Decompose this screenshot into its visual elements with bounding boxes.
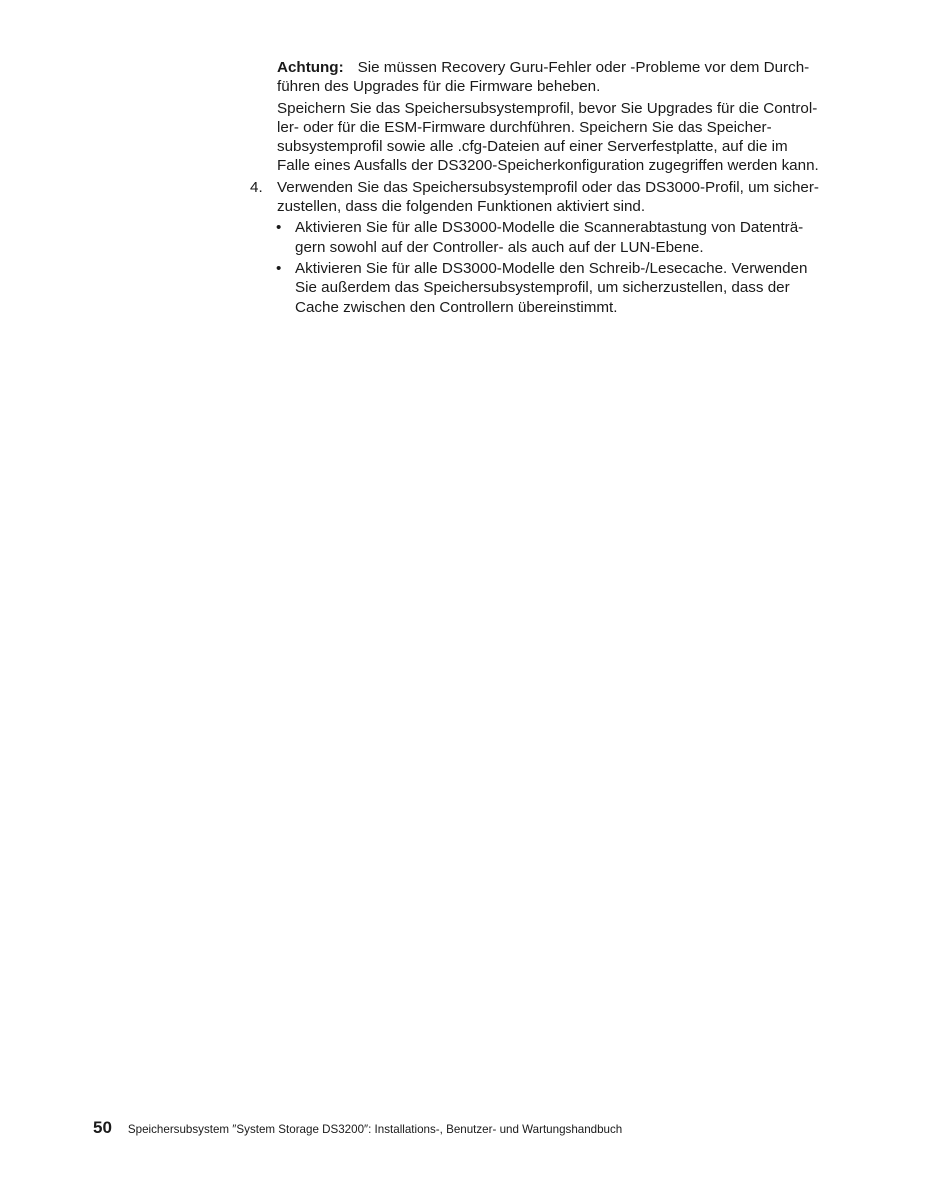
footer-title: Speichersubsystem ″System Storage DS3200″: Installations-, Benutzer- und Wartungshandbuch (127, 1123, 623, 1136)
attention-label: Achtung: (277, 59, 344, 76)
bullet-item (250, 259, 845, 317)
paragraph-line: subsystemprofil sowie alle .cfg-Dateien auf einer Serverfestplatte, auf die im (277, 138, 788, 156)
paragraph-line: ler- oder für die ESM-Firmware durchführen. Speichern Sie das Speicher- (277, 118, 772, 136)
bullet-icon: • (276, 219, 282, 237)
bullet-line: Aktivieren Sie für alle DS3000-Modelle die Scannerabtastung von Datenträ- (295, 219, 804, 237)
page-content (250, 58, 845, 317)
paragraph-line: Falle eines Ausfalls der DS3200-Speicherkonfiguration zugegriffen werden kann. (277, 157, 819, 175)
attention-line-2: führen des Upgrades für die Firmware beheben. (277, 78, 601, 96)
step-line: zustellen, dass die folgenden Funktionen aktiviert sind. (277, 198, 646, 216)
paragraph-line: Speichern Sie das Speichersubsystemprofil, bevor Sie Upgrades für die Control- (277, 99, 818, 117)
bullet-icon: • (276, 259, 282, 277)
bullet-item (250, 218, 845, 257)
bullet-line: gern sowohl auf der Controller- als auch auf der LUN-Ebene. (295, 238, 704, 256)
step-4 (250, 178, 845, 217)
bullet-line: Sie außerdem das Speichersubsystemprofil, um sicherzustellen, dass der (295, 279, 790, 297)
page-number: 50 (93, 1118, 112, 1137)
profile-paragraph (250, 99, 845, 176)
attention-note (250, 58, 845, 97)
bullet-line: Cache zwischen den Controllern übereinstimmt. (295, 298, 618, 316)
bullet-line: Aktivieren Sie für alle DS3000-Modelle den Schreib-/Lesecache. Verwenden (295, 259, 808, 277)
page-footer (93, 1118, 622, 1138)
attention-text: Sie müssen Recovery Guru-Fehler oder -Probleme vor dem Durch- (357, 59, 810, 76)
step-line: Verwenden Sie das Speichersubsystemprofil oder das DS3000-Profil, um sicher- (277, 178, 819, 196)
attention-line-1 (277, 58, 845, 77)
step-number: 4. (250, 178, 263, 196)
